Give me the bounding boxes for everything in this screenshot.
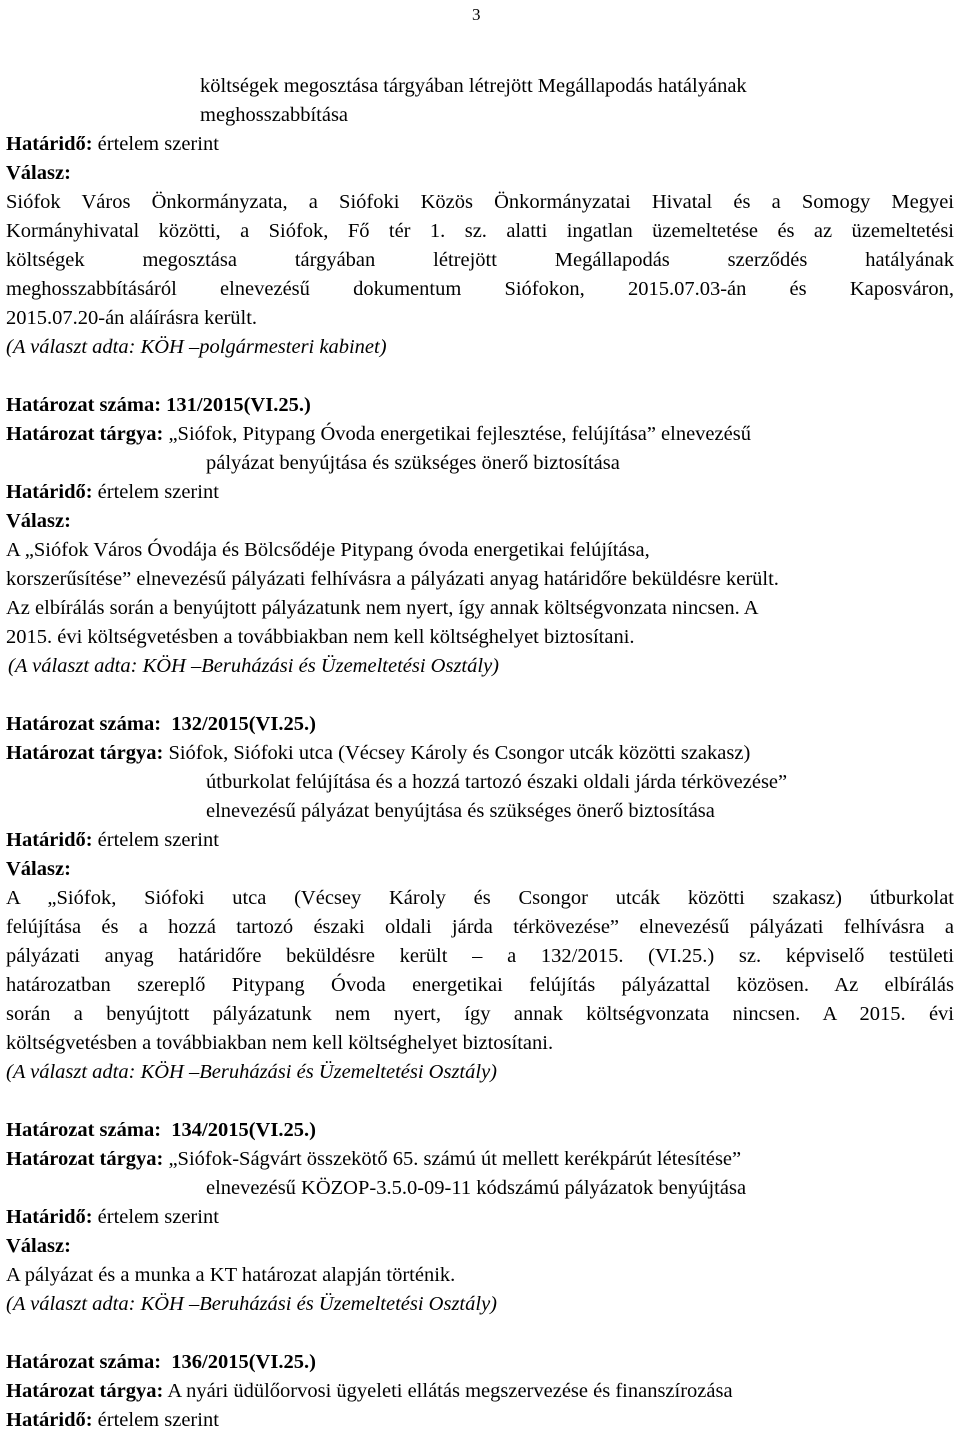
answer-line: költségek megosztása tárgyában létrejött Megállapodás szerződés hatályának [6,249,954,271]
subject-line: pályázat benyújtása és szükséges önerő biztosítása [206,452,620,474]
answer-line: felújítása és a hozzá tartozó északi oldali járda térkövezése” elnevezésű pályázati felhívásra a [6,916,954,938]
resolution-subject [6,1145,954,1174]
intro-subject-line: meghosszabbítása [200,104,349,126]
resolution-number [6,1116,954,1145]
subject-line: Siófok, Siófoki utca (Vécsey Károly és Csongor utcák közötti szakasz) [168,742,751,764]
deadline-value: értelem szerint [97,481,219,503]
page-number: 3 [472,5,481,24]
subject-line: útburkolat felújítása és a hozzá tartozó északi oldali járda térkövezése” [206,771,788,793]
deadline-value: értelem szerint [97,1206,219,1228]
deadline-label: Határidő: [6,1409,93,1431]
resolution-deadline [6,478,954,507]
resolution-number [6,391,954,420]
answer-source: (A választ adta: KÖH –polgármesteri kabinet) [6,336,387,358]
subject-line: A nyári üdülőorvosi ügyeleti ellátás megszervezése és finanszírozása [167,1380,733,1402]
answer-label: Válasz: [6,858,71,880]
answer-line: határozatban szereplő Pitypang Óvoda energetikai felújítás pályázattal közösen. Az elbírálás [6,974,954,996]
deadline-label: Határidő: [6,481,93,503]
answer-line: A pályázat és a munka a KT határozat alapján történik. [6,1264,456,1286]
resolution-number-value: 131/2015(VI.25.) [166,394,311,416]
answer-line: Siófok Város Önkormányzata, a Siófoki Közös Önkormányzatai Hivatal és a Somogy Megyei [6,191,954,213]
answer-line: Kormányhivatal közötti, a Siófok, Fő tér 1. sz. alatti ingatlan üzemeltetése és az üzemeltetési [6,220,954,242]
document-body [6,72,954,1435]
resolution-number-value: 132/2015(VI.25.) [171,713,316,735]
resolution-number-label: Határozat száma: [6,713,162,735]
answer-source: (A választ adta: KÖH –Beruházási és Üzemeltetési Osztály) [8,655,499,677]
answer-source: (A választ adta: KÖH –Beruházási és Üzemeltetési Osztály) [6,1061,497,1083]
subject-label: Határozat tárgya: [6,1380,164,1402]
answer-line: költségvetésben a továbbiakban nem kell költséghelyet biztosítani. [6,1032,554,1054]
subject-label: Határozat tárgya: [6,423,164,445]
answer-line: pályázati anyag határidőre beküldésre került – a 132/2015. (VI.25.) sz. képviselő testületi [6,945,954,967]
resolution-number-label: Határozat száma: [6,1119,162,1141]
intro-subject-line: költségek megosztása tárgyában létrejött Megállapodás hatályának [200,75,747,97]
intro-deadline [6,130,954,159]
deadline-label: Határidő: [6,1206,93,1228]
answer-line: 2015. évi költségvetésben a továbbiakban nem kell költséghelyet biztosítani. [6,626,635,648]
deadline-label: Határidő: [6,829,93,851]
resolution-number-label: Határozat száma: [6,394,162,416]
answer-label: Válasz: [6,510,71,532]
deadline-label: Határidő: [6,133,93,155]
subject-line: „Siófok-Ságvárt összekötő 65. számú út mellett kerékpárút létesítése” [168,1148,742,1170]
resolution-subject [6,739,954,768]
subject-label: Határozat tárgya: [6,1148,164,1170]
answer-line: Az elbírálás során a benyújtott pályázatunk nem nyert, így annak költségvonzata nincsen. A [6,597,759,619]
subject-line: „Siófok, Pitypang Óvoda energetikai fejlesztése, felújítása” elnevezésű [168,423,751,445]
answer-line: során a benyújtott pályázatunk nem nyert, így annak költségvonzata nincsen. A 2015. évi [6,1003,954,1025]
answer-line: korszerűsítése” elnevezésű pályázati felhívásra a pályázati anyag határidőre beküldésre került. [6,568,779,590]
resolution-deadline [6,1203,954,1232]
resolution-number-value: 136/2015(VI.25.) [171,1351,316,1373]
answer-line: 2015.07.20-án aláírásra került. [6,307,258,329]
subject-label: Határozat tárgya: [6,742,164,764]
resolution-deadline [6,826,954,855]
intro-answer-label: Válasz: [6,162,71,184]
resolution-subject [6,420,954,449]
deadline-value: értelem szerint [97,829,219,851]
answer-line: A „Siófok, Siófoki utca (Vécsey Károly és Csongor utcák közötti szakasz) útburkolat [6,887,954,909]
subject-line: elnevezésű KÖZOP-3.5.0-09-11 kódszámú pályázatok benyújtása [206,1177,747,1199]
subject-line: elnevezésű pályázat benyújtása és szükséges önerő biztosítása [206,800,715,822]
answer-source: (A választ adta: KÖH –Beruházási és Üzemeltetési Osztály) [6,1293,497,1315]
answer-line: A „Siófok Város Óvodája és Bölcsődéje Pitypang óvoda energetikai felújítása, [6,539,650,561]
resolution-number [6,1348,954,1377]
resolution-deadline [6,1406,954,1435]
resolution-number-label: Határozat száma: [6,1351,162,1373]
resolution-number-value: 134/2015(VI.25.) [171,1119,316,1141]
deadline-value: értelem szerint [97,1409,219,1431]
answer-line: meghosszabbításáról elnevezésű dokumentum Siófokon, 2015.07.03-án és Kaposváron, [6,278,954,300]
resolution-number [6,710,954,739]
answer-label: Válasz: [6,1235,71,1257]
deadline-value: értelem szerint [97,133,219,155]
resolution-subject [6,1377,954,1406]
